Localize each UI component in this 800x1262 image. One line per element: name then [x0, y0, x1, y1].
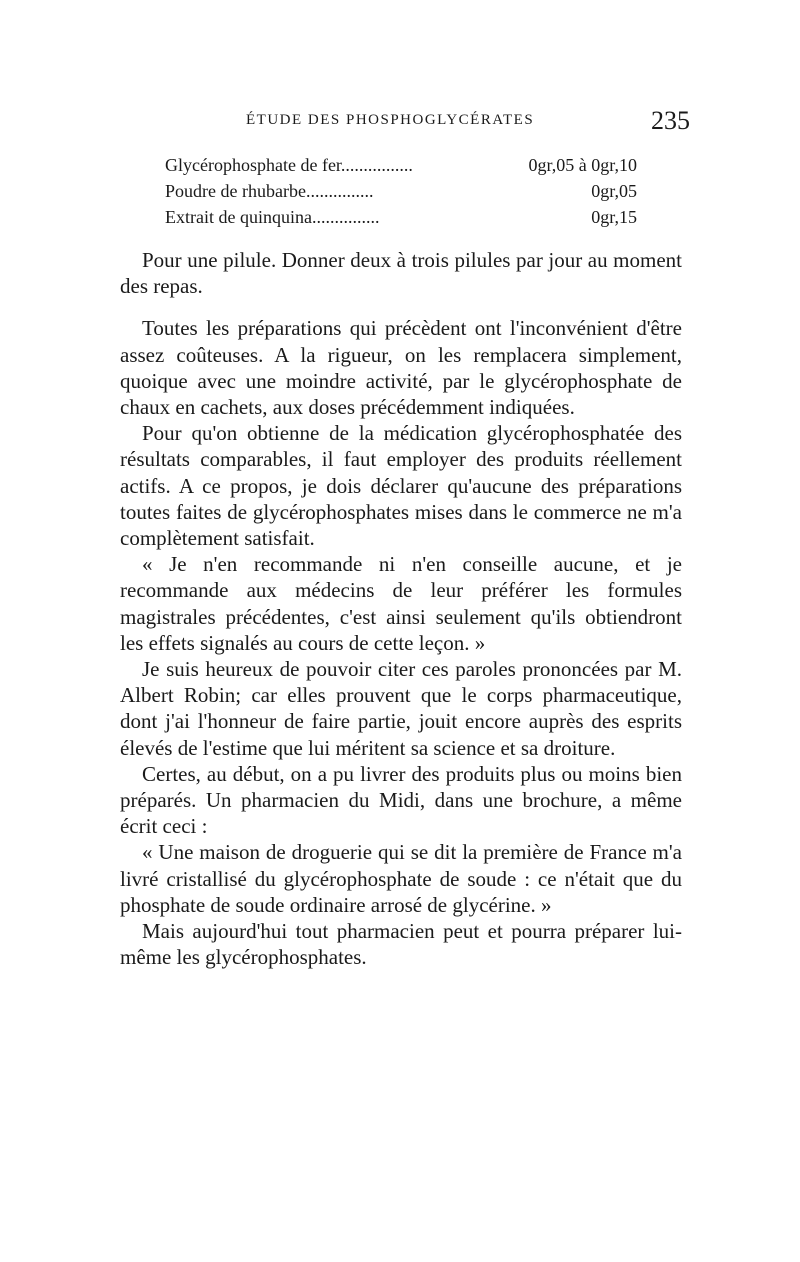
paragraph: Je suis heureux de pouvoir citer ces paroles prononcées par M. Albert Robin; car elles prouvent que le corps pharmaceutique, dont j'ai l'honneur de faire partie, jouit encore auprès des esprits élevés de l'estime que lui méritent sa science et sa droiture.: [120, 657, 682, 760]
recipe-line: [165, 178, 645, 204]
paragraph: Pour une pilule. Donner deux à trois pilules par jour au moment des repas.: [120, 248, 682, 299]
page-number: 235: [651, 106, 690, 135]
paragraph: Certes, au début, on a pu livrer des produits plus ou moins bien préparés. Un pharmacien du Midi, dans une brochure, a même écrit ceci :: [120, 761, 682, 839]
paragraph: Mais aujourd'hui tout pharmacien peut et pourra préparer lui-même les glycérophosphates.: [120, 919, 682, 970]
page-header: [120, 106, 690, 142]
body-text: [120, 247, 682, 970]
ingredient-name: Extrait de quinquina...............: [165, 207, 380, 227]
ingredient-name: Poudre de rhubarbe...............: [165, 181, 374, 201]
paragraph: Pour qu'on obtienne de la médication glycérophosphatée des résultats comparables, il faut employer des produits réellement actifs. A ce propos, je dois déclarer qu'aucune des préparations toutes faites de glycérophosphates mises dans le commerce ne m'a complètement satisfait.: [120, 421, 682, 551]
ingredient-dose: 0gr,05 à 0gr,10: [528, 155, 637, 175]
quotation: « Je n'en recommande ni n'en conseille aucune, et je recommande aux médecins de leur préférer les formules magistrales précédentes, c'est ainsi seulement qu'ils obtiendront les effets signalés au cours de cette leçon. »: [120, 552, 682, 655]
recipe-list: [165, 152, 645, 230]
recipe-line: [165, 152, 645, 178]
running-title: ÉTUDE DES PHOSPHOGLYCÉRATES: [246, 112, 535, 128]
recipe-line: [165, 204, 645, 230]
quotation: « Une maison de droguerie qui se dit la première de France m'a livré cristallisé du glycérophosphate de soude : ce n'était que du phosphate de soude ordinaire arrosé de glycérine. »: [120, 840, 682, 917]
paragraph: Toutes les préparations qui précèdent ont l'inconvénient d'être assez coûteuses. A la rigueur, on les remplacera simplement, quoique avec une moindre activité, par le glycérophosphate de chaux en cachets, aux doses précédemment indiquées.: [120, 316, 682, 420]
ingredient-dose: 0gr,05: [591, 181, 637, 201]
ingredient-name: Glycérophosphate de fer................: [165, 155, 413, 175]
ingredient-dose: 0gr,15: [591, 207, 637, 227]
